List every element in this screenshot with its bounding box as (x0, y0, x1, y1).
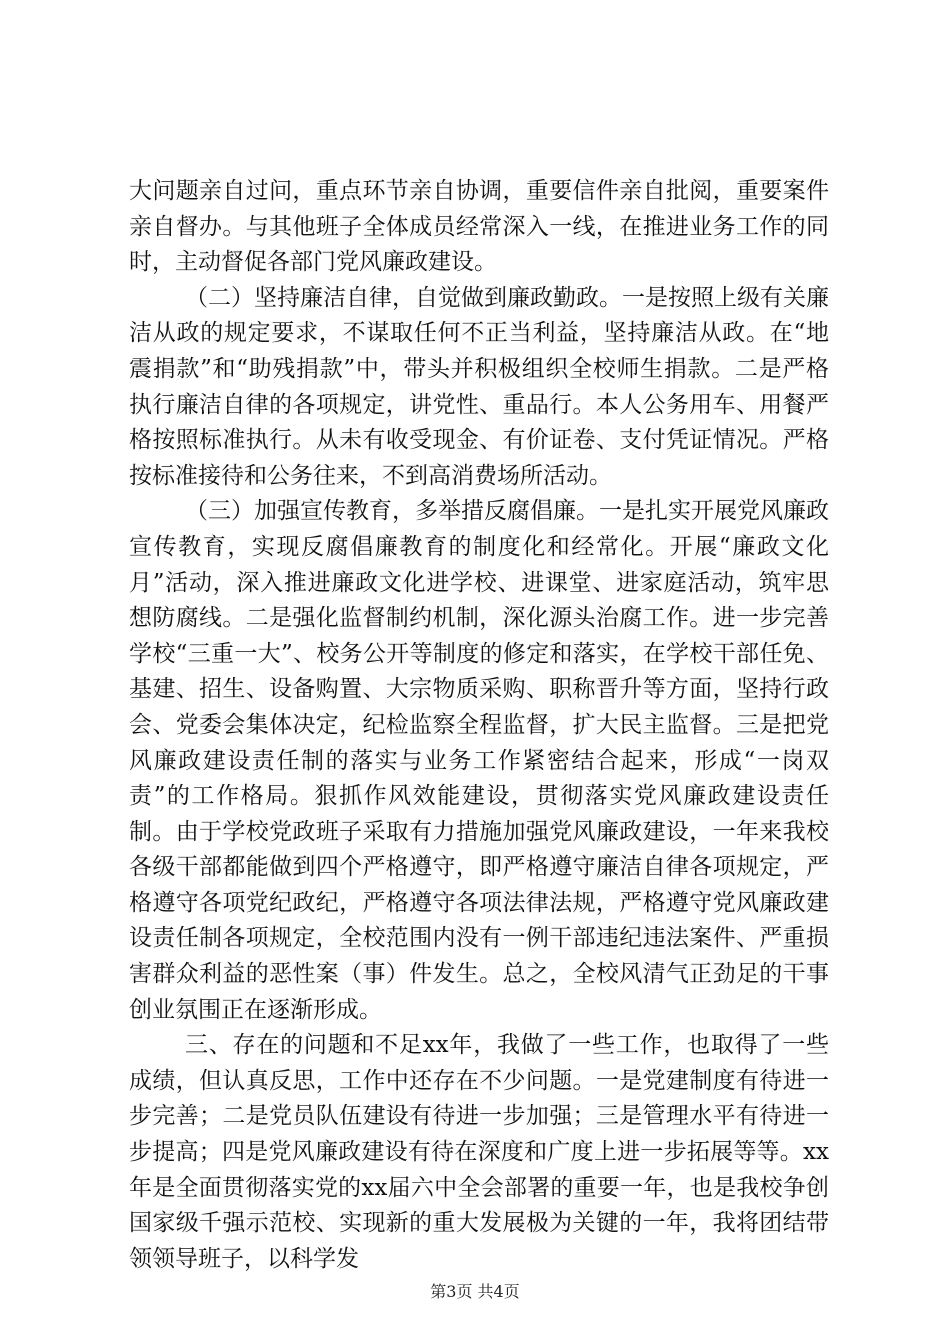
document-body (129, 174, 829, 1277)
page-footer: 第3页 共4页 (430, 1282, 520, 1301)
paragraph-section-3: （三）加强宣传教育，多举措反腐倡廉。一是扎实开展党风廉政宣传教育，实现反腐倡廉教育的制度化和经常化。开展“廉政文化月”活动，深入推进廉政文化进学校、进课堂、进家庭活动，筑牢思想防腐线。二是强化监督制约机制，深化源头治腐工作。进一步完善学校“三重一大”、校务公开等制度的修定和落实，在学校干部任免、基建、招生、设备购置、大宗物质采购、职称晋升等方面，坚持行政会、党委会集体决定，纪检监察全程监督，扩大民主监督。三是把党风廉政建设责任制的落实与业务工作紧密结合起来，形成“一岗双责”的工作格局。狠抓作风效能建设，贯彻落实党风廉政建设责任制。由于学校党政班子采取有力措施加强党风廉政建设，一年来我校各级干部都能做到四个严格遵守，即严格遵守廉洁自律各项规定，严格遵守各项党纪政纪，严格遵守各项法律法规，严格遵守党风廉政建设责任制各项规定，全校范围内没有一例干部违纪违法案件、严重损害群众利益的恶性案（事）件发生。总之，全校风清气正劲足的干事创业氛围正在逐渐形成。 (129, 498, 829, 1023)
paragraph-section-2: （二）坚持廉洁自律，自觉做到廉政勤政。一是按照上级有关廉洁从政的规定要求，不谋取任何不正当利益，坚持廉洁从政。在“地震捐款”和“助残捐款”中，带头并积极组织全校师生捐款。二是严格执行廉洁自律的各项规定，讲党性、重品行。本人公务用车、用餐严格按照标准执行。从未有收受现金、有价证卷、支付凭证情况。严格按标准接待和公务往来，不到高消费场所活动。 (129, 284, 829, 489)
paragraph-continuation: 大问题亲自过问，重点环节亲自协调，重要信件亲自批阅，重要案件亲自督办。与其他班子全体成员经常深入一线，在推进业务工作的同时，主动督促各部门党风廉政建设。 (129, 178, 829, 276)
paragraph-problems: 三、存在的问题和不足xx年，我做了一些工作，也取得了一些成绩，但认真反思，工作中还存在不少问题。一是党建制度有待进一步完善；二是党员队伍建设有待进一步加强；三是管理水平有待进一步提高；四是党风廉政建设有待在深度和广度上进一步拓展等等。xx年是全面贯彻落实党的xx届六中全会部署的重要一年，也是我校争创国家级千强示范校、实现新的重大发展极为关键的一年，我将团结带领领导班子，以科学发 (129, 1032, 829, 1272)
